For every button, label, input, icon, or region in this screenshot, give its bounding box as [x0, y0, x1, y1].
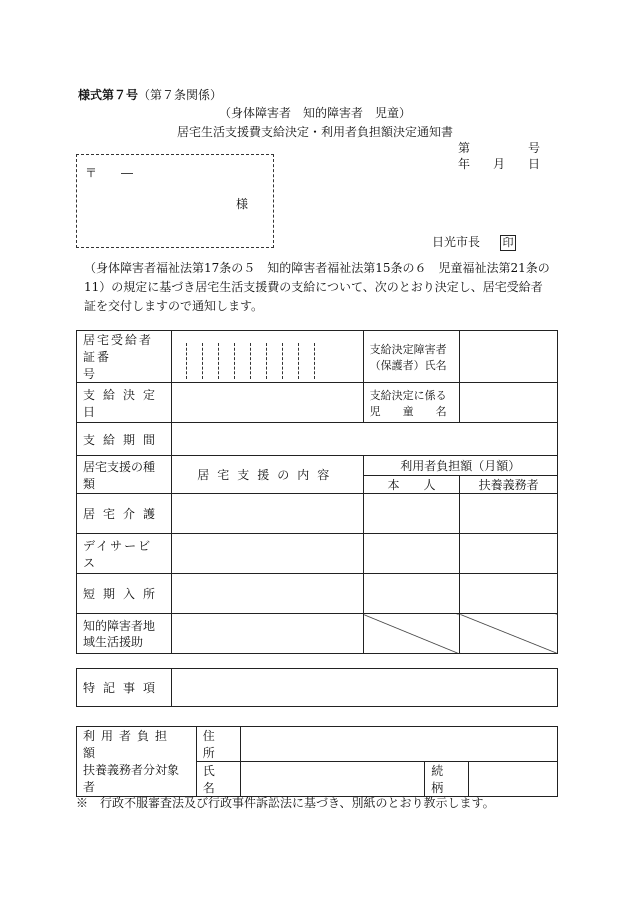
burden-target-line2: 扶養義務者分対象者 — [83, 762, 180, 794]
cert-number-cells[interactable] — [171, 331, 363, 383]
day-service-content[interactable] — [171, 534, 363, 574]
document-title: 居宅生活支援費支給決定・利用者負担額決定通知書 — [176, 125, 453, 139]
relation-label: 続 柄 — [425, 762, 469, 797]
content-header: 居宅支援の内容 — [171, 456, 363, 494]
community-living-self-na — [363, 614, 460, 654]
home-care-self[interactable] — [363, 494, 460, 534]
special-notes-table — [76, 668, 558, 707]
self-header: 本 人 — [363, 476, 460, 494]
address-box — [76, 154, 274, 248]
relation-value[interactable] — [469, 762, 558, 797]
doc-number-prefix: 第 — [458, 141, 471, 155]
issuer: 日光市長 — [432, 235, 481, 249]
burden-target-table — [76, 726, 558, 797]
short-stay-supporter[interactable] — [460, 574, 558, 614]
footnote: ※ 行政不服審査法及び行政事件訴訟法に基づき、別紙のとおり教示します。 — [76, 796, 495, 810]
cert-number-label: 居宅受給者証番 号 — [77, 331, 172, 383]
form-number: 様式第７号 — [78, 88, 139, 102]
community-living-supporter-na — [460, 614, 558, 654]
form-number-line — [78, 86, 222, 103]
recipient-value[interactable] — [460, 331, 558, 383]
period-value[interactable] — [171, 423, 557, 456]
home-care-supporter[interactable] — [460, 494, 558, 534]
date-year: 年 — [458, 157, 471, 171]
address-value[interactable] — [240, 727, 557, 762]
supporter-header: 扶養義務者 — [460, 476, 558, 494]
category-line: （身体障害者 知的障害者 児童） — [218, 106, 411, 120]
decision-date-value[interactable] — [171, 383, 363, 423]
address-label: 住 所 — [196, 727, 240, 762]
form-reference: （第７条関係） — [138, 88, 223, 102]
name-value[interactable] — [240, 762, 425, 797]
row-day-service: デイサービス — [77, 534, 172, 574]
issuer-line — [432, 233, 516, 251]
burden-header: 利用者負担額（月額） — [363, 456, 557, 476]
home-care-content[interactable] — [171, 494, 363, 534]
recipient-label: 支給決定障害者（保護者）氏名 — [363, 331, 460, 383]
day-service-supporter[interactable] — [460, 534, 558, 574]
child-name-label: 支給決定に係る児 童 名 — [363, 383, 460, 423]
period-label: 支給期間 — [77, 423, 172, 456]
date-day: 日 — [528, 157, 541, 171]
row-short-stay: 短期入所 — [77, 574, 172, 614]
row-home-care: 居宅介護 — [77, 494, 172, 534]
postal-code: 〒 ― — [85, 166, 134, 180]
short-stay-self[interactable] — [363, 574, 460, 614]
day-service-self[interactable] — [363, 534, 460, 574]
child-name-value[interactable] — [460, 383, 558, 423]
short-stay-content[interactable] — [171, 574, 363, 614]
decision-table — [76, 330, 558, 654]
notice-body: （身体障害者福祉法第17条の５ 知的障害者福祉法第15条の６ 児童福祉法第21条の11）の規定に基づき居宅生活支援費の支給について、次のとおり決定し、居宅受給者証を交付しますので通知します。 — [84, 261, 550, 313]
honorific: 様 — [235, 197, 248, 211]
special-notes-value[interactable] — [171, 669, 557, 707]
digit-boxes — [178, 340, 308, 370]
row-community-living: 知的障害者地域生活援助 — [77, 614, 172, 654]
decision-date-label: 支給決定日 — [77, 383, 172, 423]
burden-target-line1: 利用者負担額 — [83, 728, 174, 760]
burden-target-label — [77, 727, 197, 797]
date-month: 月 — [493, 157, 506, 171]
type-header: 居宅支援の種類 — [77, 456, 172, 494]
doc-number-suffix: 号 — [528, 141, 541, 155]
special-notes-label: 特記事項 — [77, 669, 172, 707]
community-living-content[interactable] — [171, 614, 363, 654]
seal-mark: 印 — [500, 235, 516, 251]
name-label: 氏 名 — [196, 762, 240, 797]
